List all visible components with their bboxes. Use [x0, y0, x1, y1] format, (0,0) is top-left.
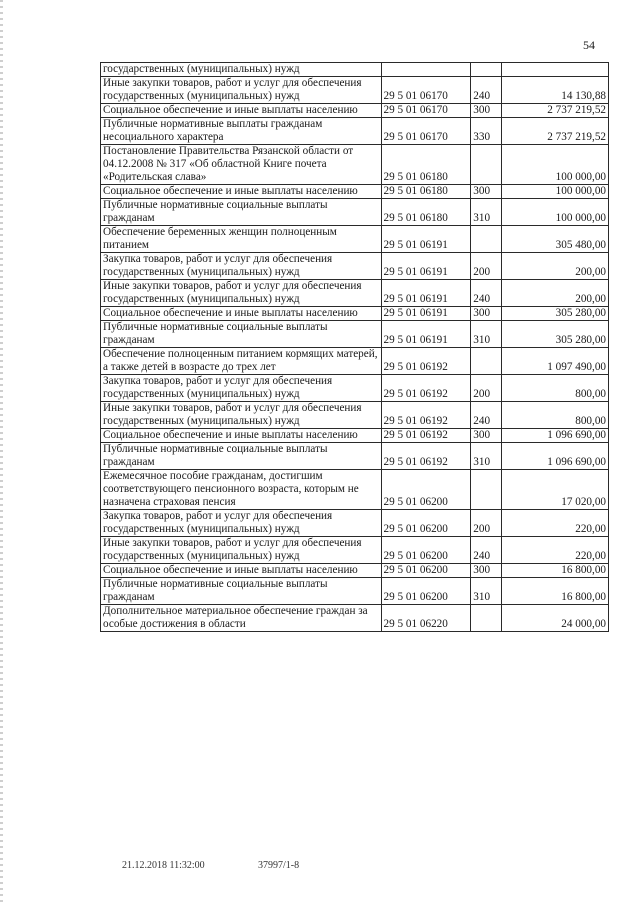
- table-row: [101, 429, 609, 443]
- row-code: 29 5 01 06170: [381, 104, 471, 118]
- row-amount: 1 096 690,00: [501, 429, 608, 443]
- table-row: [101, 118, 609, 145]
- footer-datetime: 21.12.2018 11:32:00: [122, 860, 205, 871]
- row-amount: 2 737 219,52: [501, 104, 608, 118]
- row-name: Иные закупки товаров, работ и услуг для обеспечения государственных (муниципальных) нужд: [101, 402, 382, 429]
- row-expense-type: 310: [471, 578, 502, 605]
- row-amount: 200,00: [501, 280, 608, 307]
- table-row: [101, 145, 609, 185]
- row-expense-type: 240: [471, 537, 502, 564]
- row-expense-type: 200: [471, 253, 502, 280]
- table-row: [101, 104, 609, 118]
- table-row: [101, 443, 609, 470]
- row-name: Постановление Правительства Рязанской области от 04.12.2008 № 317 «Об областной Книге почета «Родительская слава»: [101, 145, 382, 185]
- row-expense-type: 240: [471, 77, 502, 104]
- row-code: 29 5 01 06191: [381, 321, 471, 348]
- row-amount: 800,00: [501, 402, 608, 429]
- row-expense-type: 300: [471, 564, 502, 578]
- row-name: Социальное обеспечение и иные выплаты населению: [101, 104, 382, 118]
- row-amount: 2 737 219,52: [501, 118, 608, 145]
- row-code: 29 5 01 06170: [381, 77, 471, 104]
- row-amount: 305 480,00: [501, 226, 608, 253]
- row-name: Дополнительное материальное обеспечение граждан за особые достижения в области: [101, 605, 382, 632]
- row-amount: 16 800,00: [501, 578, 608, 605]
- row-name: Обеспечение полноценным питанием кормящих матерей, а также детей в возрасте до трех лет: [101, 348, 382, 375]
- row-name: Ежемесячное пособие гражданам, достигшим соответствующего пенсионного возраста, которым не назначена страховая пенсия: [101, 470, 382, 510]
- row-expense-type: 240: [471, 280, 502, 307]
- table-row: [101, 63, 609, 77]
- footer-doc-id: 37997/1-8: [258, 860, 300, 871]
- row-code: 29 5 01 06191: [381, 280, 471, 307]
- row-name: Социальное обеспечение и иные выплаты населению: [101, 185, 382, 199]
- table-row: [101, 321, 609, 348]
- row-expense-type: 330: [471, 118, 502, 145]
- row-code: 29 5 01 06191: [381, 226, 471, 253]
- row-expense-type: [471, 605, 502, 632]
- row-name: Закупка товаров, работ и услуг для обеспечения государственных (муниципальных) нужд: [101, 375, 382, 402]
- row-expense-type: 310: [471, 443, 502, 470]
- row-expense-type: [471, 348, 502, 375]
- row-code: 29 5 01 06180: [381, 145, 471, 185]
- row-code: 29 5 01 06220: [381, 605, 471, 632]
- row-name: государственных (муниципальных) нужд: [101, 63, 382, 77]
- table-row: [101, 510, 609, 537]
- row-expense-type: [471, 226, 502, 253]
- row-code: 29 5 01 06200: [381, 510, 471, 537]
- row-code: 29 5 01 06200: [381, 564, 471, 578]
- row-amount: 16 800,00: [501, 564, 608, 578]
- row-expense-type: 240: [471, 402, 502, 429]
- row-expense-type: 300: [471, 185, 502, 199]
- row-name: Иные закупки товаров, работ и услуг для обеспечения государственных (муниципальных) нужд: [101, 280, 382, 307]
- row-name: Публичные нормативные выплаты гражданам несоциального характера: [101, 118, 382, 145]
- row-amount: 305 280,00: [501, 307, 608, 321]
- row-code: 29 5 01 06192: [381, 429, 471, 443]
- row-name: Публичные нормативные социальные выплаты гражданам: [101, 199, 382, 226]
- row-name: Иные закупки товаров, работ и услуг для обеспечения государственных (муниципальных) нужд: [101, 77, 382, 104]
- row-name: Закупка товаров, работ и услуг для обеспечения государственных (муниципальных) нужд: [101, 510, 382, 537]
- row-name: Иные закупки товаров, работ и услуг для обеспечения государственных (муниципальных) нужд: [101, 537, 382, 564]
- table-row: [101, 537, 609, 564]
- row-code: 29 5 01 06192: [381, 443, 471, 470]
- row-amount: 800,00: [501, 375, 608, 402]
- row-amount: 17 020,00: [501, 470, 608, 510]
- row-amount: 14 130,88: [501, 77, 608, 104]
- row-code: 29 5 01 06192: [381, 402, 471, 429]
- table-row: [101, 185, 609, 199]
- row-code: [381, 63, 471, 77]
- table-row: [101, 470, 609, 510]
- row-code: 29 5 01 06192: [381, 348, 471, 375]
- table-row: [101, 605, 609, 632]
- row-expense-type: 200: [471, 510, 502, 537]
- row-amount: 200,00: [501, 253, 608, 280]
- row-amount: 24 000,00: [501, 605, 608, 632]
- table-row: [101, 348, 609, 375]
- row-expense-type: 310: [471, 321, 502, 348]
- table-row: [101, 280, 609, 307]
- row-expense-type: 300: [471, 104, 502, 118]
- page-number: 54: [583, 38, 595, 52]
- table-row: [101, 402, 609, 429]
- row-amount: 305 280,00: [501, 321, 608, 348]
- table-row: [101, 199, 609, 226]
- row-amount: 1 096 690,00: [501, 443, 608, 470]
- row-expense-type: 300: [471, 307, 502, 321]
- row-name: Публичные нормативные социальные выплаты гражданам: [101, 321, 382, 348]
- table-row: [101, 307, 609, 321]
- row-name: Обеспечение беременных женщин полноценным питанием: [101, 226, 382, 253]
- row-expense-type: 300: [471, 429, 502, 443]
- scan-edge: [0, 0, 3, 905]
- row-name: Социальное обеспечение и иные выплаты населению: [101, 564, 382, 578]
- row-amount: 100 000,00: [501, 185, 608, 199]
- row-code: 29 5 01 06191: [381, 307, 471, 321]
- row-amount: 100 000,00: [501, 199, 608, 226]
- row-amount: [501, 63, 608, 77]
- row-expense-type: 200: [471, 375, 502, 402]
- table-row: [101, 226, 609, 253]
- row-code: 29 5 01 06200: [381, 537, 471, 564]
- row-expense-type: [471, 145, 502, 185]
- row-name: Социальное обеспечение и иные выплаты населению: [101, 307, 382, 321]
- row-code: 29 5 01 06180: [381, 199, 471, 226]
- budget-table-body: [101, 63, 609, 632]
- row-code: 29 5 01 06180: [381, 185, 471, 199]
- row-amount: 220,00: [501, 510, 608, 537]
- row-name: Публичные нормативные социальные выплаты гражданам: [101, 578, 382, 605]
- row-name: Закупка товаров, работ и услуг для обеспечения государственных (муниципальных) нужд: [101, 253, 382, 280]
- table-row: [101, 77, 609, 104]
- row-code: 29 5 01 06200: [381, 470, 471, 510]
- row-expense-type: [471, 63, 502, 77]
- row-amount: 220,00: [501, 537, 608, 564]
- row-amount: 100 000,00: [501, 145, 608, 185]
- table-row: [101, 578, 609, 605]
- table-row: [101, 375, 609, 402]
- row-code: 29 5 01 06170: [381, 118, 471, 145]
- row-amount: 1 097 490,00: [501, 348, 608, 375]
- row-expense-type: [471, 470, 502, 510]
- row-code: 29 5 01 06200: [381, 578, 471, 605]
- row-expense-type: 310: [471, 199, 502, 226]
- row-code: 29 5 01 06191: [381, 253, 471, 280]
- table-row: [101, 253, 609, 280]
- budget-table: [100, 62, 609, 632]
- table-row: [101, 564, 609, 578]
- row-code: 29 5 01 06192: [381, 375, 471, 402]
- row-name: Публичные нормативные социальные выплаты гражданам: [101, 443, 382, 470]
- row-name: Социальное обеспечение и иные выплаты населению: [101, 429, 382, 443]
